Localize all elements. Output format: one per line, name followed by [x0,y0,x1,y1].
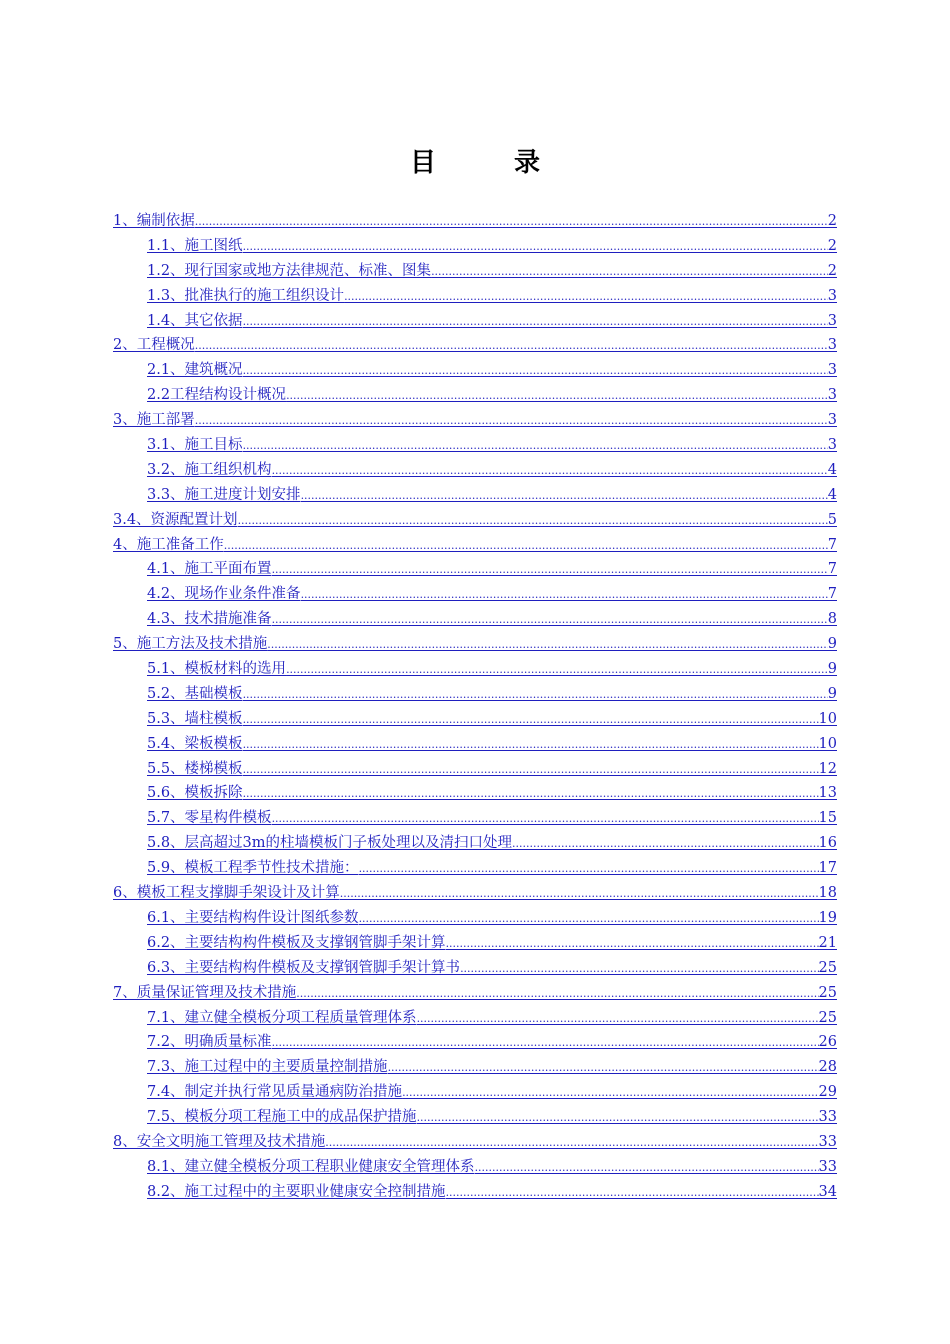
toc-entry[interactable] [113,284,837,309]
toc-entry-label: 5.2、基础模板 [147,685,243,702]
toc-dot-leader [272,459,828,484]
toc-entry[interactable] [113,906,837,931]
toc-entry-page-number: 9 [827,685,837,702]
toc-entry-page-number: 13 [818,785,837,802]
toc-entry[interactable] [113,1055,837,1080]
toc-dot-leader [195,334,828,359]
toc-entry[interactable] [113,1180,837,1205]
toc-entry-page-number: 19 [818,909,837,926]
toc-dot-leader [272,807,819,832]
toc-entry-page-number: 28 [818,1059,837,1076]
toc-dot-leader [325,1131,818,1156]
toc-entry-label: 6、模板工程支撑脚手架设计及计算 [113,885,340,902]
toc-entry-label: 3.3、施工进度计划安排 [147,486,301,503]
toc-dot-leader [340,882,819,907]
toc-entry-page-number: 26 [818,1034,837,1051]
toc-entry[interactable] [113,1006,837,1031]
toc-entry-page-number: 29 [818,1084,837,1101]
toc-dot-leader [243,235,828,260]
toc-entry-page-number: 3 [827,337,837,354]
toc-entry-label: 1.4、其它依据 [147,312,243,329]
toc-entry-page-number: 7 [827,586,837,603]
toc-entry[interactable] [113,358,837,383]
toc-entry-page-number: 9 [827,661,837,678]
toc-entry-label: 6.3、主要结构构件模板及支撑钢管脚手架计算书 [147,959,461,976]
toc-dot-leader [417,1007,819,1032]
toc-entry-label: 2.2工程结构设计概况 [147,387,287,404]
toc-entry-page-number: 17 [818,860,837,877]
toc-dot-leader [195,210,828,235]
toc-entry[interactable] [113,757,837,782]
toc-entry-page-number: 10 [818,735,837,752]
toc-entry-label: 3.4、资源配置计划 [113,511,238,528]
toc-entry[interactable] [113,831,837,856]
toc-entry-page-number: 33 [818,1133,837,1150]
toc-dot-leader [417,1106,819,1131]
toc-entry-label: 8.2、施工过程中的主要职业健康安全控制措施 [147,1183,446,1200]
toc-entry[interactable] [113,1080,837,1105]
toc-entry-page-number: 8 [827,611,837,628]
toc-dot-leader [301,583,828,608]
toc-entry[interactable] [113,383,837,408]
toc-entry-label: 3、施工部署 [113,412,195,429]
toc-entry[interactable] [113,931,837,956]
toc-entry[interactable] [113,483,837,508]
toc-dot-leader [267,633,828,658]
toc-dot-leader [272,608,828,633]
toc-entry-page-number: 2 [827,213,837,229]
toc-entry-label: 5.9、模板工程季节性技术措施： [147,860,359,877]
toc-dot-leader [272,1031,819,1056]
toc-entry[interactable] [113,1130,837,1155]
toc-entry-label: 6.1、主要结构构件设计图纸参数 [147,909,359,926]
toc-entry-label: 5.4、梁板模板 [147,735,243,752]
toc-entry[interactable] [113,234,837,259]
toc-entry[interactable] [113,209,837,234]
toc-entry[interactable] [113,1155,837,1180]
toc-entry-page-number: 18 [818,885,837,902]
toc-dot-leader [460,957,818,982]
toc-dot-leader [238,509,828,534]
toc-entry-page-number: 33 [818,1109,837,1126]
page-title: 目 录 [409,148,566,178]
toc-dot-leader [243,359,828,384]
toc-dot-leader [243,758,819,783]
toc-entry-page-number: 3 [827,387,837,404]
toc-entry[interactable] [113,682,837,707]
toc-entry-page-number: 3 [827,312,837,329]
toc-entry[interactable] [113,259,837,284]
toc-entry-label: 5.1、模板材料的选用 [147,661,287,678]
toc-entry-label: 7.5、模板分项工程施工中的成品保护措施 [147,1109,417,1126]
toc-entry-page-number: 3 [827,412,837,429]
toc-entry-label: 1、编制依据 [113,213,195,229]
toc-dot-leader [224,534,828,559]
toc-dot-leader [243,434,828,459]
toc-entry-label: 3.2、施工组织机构 [147,461,272,478]
toc-entry[interactable] [113,806,837,831]
toc-dot-leader [359,857,819,882]
toc-entry[interactable] [113,557,837,582]
toc-entry-label: 5.6、模板拆除 [147,785,243,802]
toc-entry-page-number: 21 [818,934,837,951]
toc-entry-page-number: 33 [818,1158,837,1175]
toc-entry[interactable] [113,707,837,732]
toc-entry-label: 4.3、技术措施准备 [147,611,272,628]
toc-dot-leader [243,683,828,708]
toc-entry-page-number: 12 [818,760,837,777]
toc-entry[interactable] [113,508,837,533]
toc-dot-leader [388,1056,819,1081]
toc-entry[interactable] [113,433,837,458]
toc-dot-leader [286,658,828,683]
toc-entry-label: 1.2、现行国家或地方法律规范、标准、图集 [147,262,432,279]
toc-entry-label: 7.4、制定并执行常见质量通病防治措施 [147,1084,403,1101]
toc-entry-page-number: 3 [827,362,837,379]
toc-entry-page-number: 9 [827,636,837,653]
toc-dot-leader [512,832,819,857]
toc-dot-leader [243,708,819,733]
toc-entry-label: 5.3、墙柱模板 [147,710,243,727]
toc-entry-label: 6.2、主要结构构件模板及支撑钢管脚手架计算 [147,934,446,951]
toc-dot-leader [243,782,819,807]
toc-entry-label: 7.3、施工过程中的主要质量控制措施 [147,1059,388,1076]
toc-entry[interactable] [113,333,837,358]
toc-entry-page-number: 7 [827,536,837,553]
toc-entry-page-number: 25 [818,984,837,1001]
toc-entry[interactable] [113,956,837,981]
toc-dot-leader [446,1181,819,1206]
toc-entry-page-number: 2 [827,237,837,254]
toc-entry-label: 4.1、施工平面布置 [147,561,272,578]
toc-entry-label: 5.8、层高超过3m的柱墙模板门子板处理以及清扫口处理 [147,835,513,852]
toc-entry-label: 2、工程概况 [113,337,195,354]
toc-entry-label: 5、施工方法及技术措施 [113,636,268,653]
toc-entry-page-number: 34 [818,1183,837,1200]
toc-entry-label: 7.2、明确质量标准 [147,1034,272,1051]
toc-entry-page-number: 25 [818,959,837,976]
toc-dot-leader [296,982,818,1007]
toc-dot-leader [301,484,828,509]
toc-entry[interactable] [113,408,837,433]
toc-entry-label: 8.1、建立健全模板分项工程职业健康安全管理体系 [147,1158,475,1175]
toc-entry-label: 2.1、建筑概况 [147,362,243,379]
toc-entry[interactable] [113,657,837,682]
toc-entry-page-number: 2 [827,262,837,279]
toc-dot-leader [286,384,828,409]
toc-entry-label: 4.2、现场作业条件准备 [147,586,301,603]
toc-dot-leader [475,1156,819,1181]
toc-dot-leader [243,733,819,758]
toc-entry-label: 4、施工准备工作 [113,536,224,553]
toc-entry-page-number: 4 [827,461,837,478]
toc-dot-leader [431,260,828,285]
table-of-contents [113,209,837,1205]
toc-entry[interactable] [113,533,837,558]
toc-entry-label: 8、安全文明施工管理及技术措施 [113,1133,326,1150]
toc-dot-leader [243,310,828,335]
toc-entry-label: 1.1、施工图纸 [147,237,243,254]
toc-entry-page-number: 3 [827,287,837,304]
toc-entry[interactable] [113,732,837,757]
toc-dot-leader [272,558,828,583]
toc-entry[interactable] [113,856,837,881]
toc-entry[interactable] [113,309,837,334]
toc-entry-page-number: 7 [827,561,837,578]
toc-entry-page-number: 5 [827,511,837,528]
toc-entry[interactable] [113,1105,837,1130]
toc-entry-page-number: 16 [818,835,837,852]
toc-entry[interactable] [113,1030,837,1055]
toc-entry-label: 7、质量保证管理及技术措施 [113,984,297,1001]
toc-entry-label: 5.7、零星构件模板 [147,810,272,827]
toc-entry[interactable] [113,458,837,483]
toc-entry[interactable] [113,632,837,657]
toc-entry[interactable] [113,607,837,632]
toc-dot-leader [446,932,819,957]
toc-entry[interactable] [113,582,837,607]
toc-entry-page-number: 15 [818,810,837,827]
toc-entry[interactable] [113,781,837,806]
toc-entry-page-number: 10 [818,710,837,727]
toc-entry-label: 7.1、建立健全模板分项工程质量管理体系 [147,1009,417,1026]
toc-entry-page-number: 25 [818,1009,837,1026]
toc-entry-label: 5.5、楼梯模板 [147,760,243,777]
toc-entry-label: 1.3、批准执行的施工组织设计 [147,287,345,304]
toc-dot-leader [402,1081,818,1106]
toc-dot-leader [195,409,828,434]
toc-entry[interactable] [113,981,837,1006]
toc-entry-page-number: 4 [827,486,837,503]
toc-entry-label: 3.1、施工目标 [147,437,243,454]
toc-entry[interactable] [113,881,837,906]
toc-dot-leader [359,907,819,932]
toc-dot-leader [344,285,828,310]
toc-entry-page-number: 3 [827,437,837,454]
